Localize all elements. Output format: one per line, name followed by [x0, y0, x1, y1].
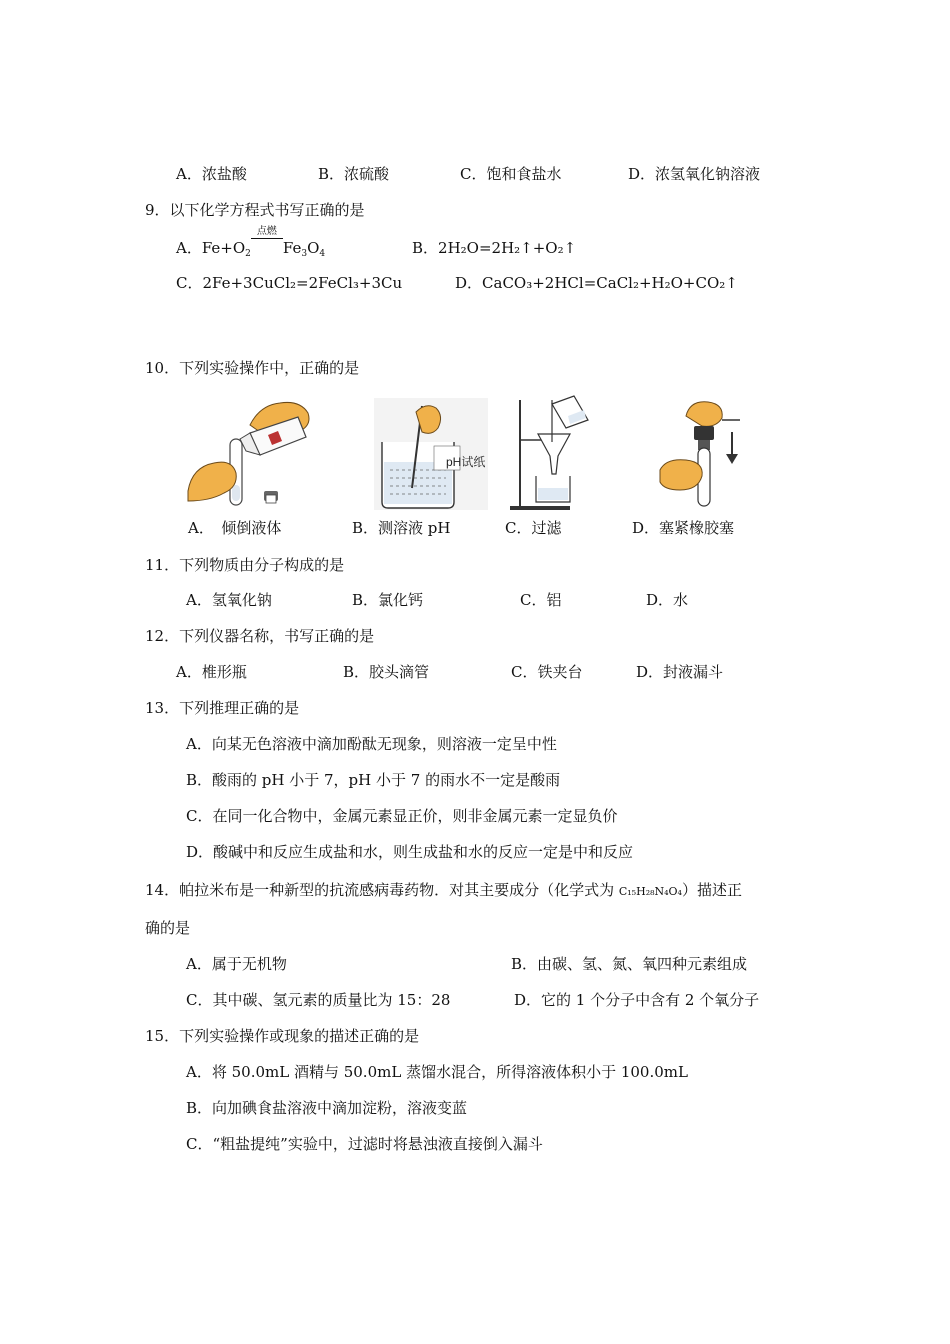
q11-stem: 11．下列物质由分子构成的是: [145, 556, 345, 574]
q14-option-c: C．其中碳、氢元素的质量比为 15：28: [186, 991, 451, 1009]
q8-option-c: C．饱和食盐水: [460, 165, 562, 183]
q13-option-d: D．酸碱中和反应生成盐和水，则生成盐和水的反应一定是中和反应: [186, 843, 634, 861]
q13-stem: 13．下列推理正确的是: [145, 699, 300, 717]
ph-paper-label: pH试纸: [446, 455, 486, 469]
q14-option-d: D．它的 1 个分子中含有 2 个氧分子: [514, 991, 760, 1009]
q9-a-arrow: [251, 226, 283, 258]
q9-a-prefix: A．Fe+O: [176, 239, 246, 257]
q14-stem-line2: 确的是: [145, 919, 191, 937]
q14-option-b: B．由碳、氢、氮、氧四种元素组成: [511, 955, 748, 973]
q9-stem: 9．以下化学方程式书写正确的是: [145, 201, 365, 219]
q11-option-a: A．氢氧化钠: [186, 591, 272, 609]
q13-option-a: A．向某无色溶液中滴加酚酞无现象，则溶液一定呈中性: [186, 735, 557, 753]
q13-option-b: B．酸雨的 pH 小于 7，pH 小于 7 的雨水不一定是酸雨: [186, 771, 561, 789]
stopper-insertion-illustration: [656, 398, 748, 510]
q11-option-b: B．氯化钙: [352, 591, 424, 609]
q10-option-a: A． 倾倒液体: [188, 519, 282, 537]
q8-option-a: A．浓盐酸: [176, 165, 247, 183]
filtration-illustration: [508, 390, 590, 512]
q9-option-d: D．CaCO₃+2HCl=CaCl₂+H₂O+CO₂↑: [455, 274, 738, 292]
q12-option-d: D．封液漏斗: [636, 663, 724, 681]
q15-option-a: A．将 50.0mL 酒精与 50.0mL 蒸馏水混合，所得溶液体积小于 100.0mL: [186, 1063, 688, 1081]
q8-option-d: D．浓氢氧化钠溶液: [628, 165, 761, 183]
q10-option-c: C．过滤: [505, 519, 562, 537]
q10-stem: 10．下列实验操作中，正确的是: [145, 359, 360, 377]
q14-stem-line1: [145, 880, 742, 902]
q10-option-b: B．测溶液 pH: [352, 519, 451, 537]
q12-option-c: C．铁夹台: [511, 663, 583, 681]
q9-option-c: C．2Fe+3CuCl₂=2FeCl₃+3Cu: [176, 274, 403, 292]
q9-a-product: Fe: [282, 239, 302, 257]
q15-stem: 15．下列实验操作或现象的描述正确的是: [145, 1027, 420, 1045]
q14-stem-part1: 14．帕拉米布是一种新型的抗流感病毒药物．对其主要成分（化学式为: [145, 881, 619, 899]
q12-option-b: B．胶头滴管: [343, 663, 430, 681]
q12-stem: 12．下列仪器名称，书写正确的是: [145, 627, 375, 645]
q15-option-c: C．“粗盐提纯”实验中，过滤时将悬浊液直接倒入漏斗: [186, 1135, 543, 1153]
q11-option-d: D．水: [646, 591, 689, 609]
q14-stem-part2: ）描述正: [681, 881, 742, 899]
q9-option-b: B．2H₂O=2H₂↑+O₂↑: [412, 239, 577, 257]
q11-option-c: C．铝: [520, 591, 562, 609]
q9-option-a: [176, 226, 326, 264]
q14-option-a: A．属于无机物: [186, 955, 287, 973]
q13-option-c: C．在同一化合物中，金属元素显正价，则非金属元素一定显负价: [186, 807, 618, 825]
q9-a-sub1: 2: [245, 249, 251, 259]
q9-a-condition: 点燃: [251, 226, 283, 239]
q15-option-b: B．向加碘食盐溶液中滴加淀粉，溶液变蓝: [186, 1099, 468, 1117]
ph-measurement-illustration: [374, 398, 488, 510]
q12-option-a: A．椎形瓶: [176, 663, 247, 681]
q10-option-d: D．塞紧橡胶塞: [632, 519, 735, 537]
q9-a-sub3: 4: [319, 249, 326, 259]
pouring-liquid-illustration: [180, 395, 330, 513]
q9-a-sub2: 3: [301, 249, 308, 259]
q8-option-b: B．浓硫酸: [318, 165, 390, 183]
q14-formula: C₁₅H₂₈N₄O₄: [618, 885, 682, 898]
q9-a-o: O: [307, 239, 320, 257]
